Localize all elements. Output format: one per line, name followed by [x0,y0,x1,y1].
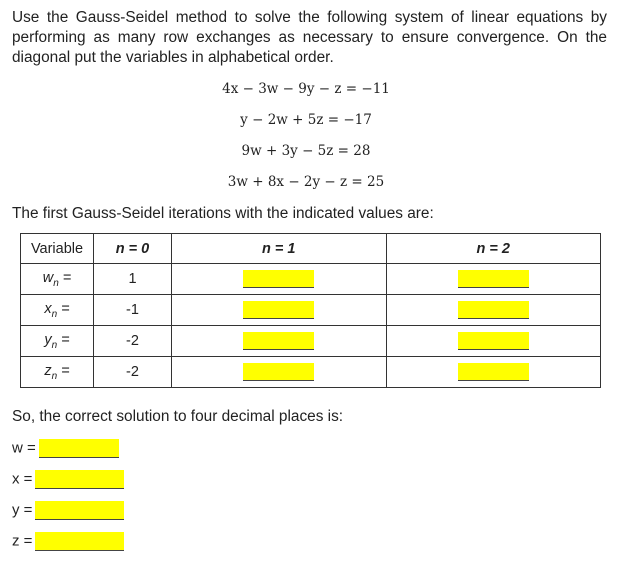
answer-input-z-n1[interactable] [243,363,314,381]
solution-row-z [12,532,124,551]
table-row [21,295,601,326]
solution-input-z[interactable] [35,532,124,551]
cell-w-n0: 1 [94,264,172,295]
header-n2: n = 2 [386,234,601,264]
solution-label-z: z = [12,532,33,550]
cell-w-n1 [172,264,387,295]
header-n0: n = 0 [94,234,172,264]
answer-input-w-n2[interactable] [458,270,529,288]
equation-3: 9w + 3y − 5z = 28 [241,143,371,159]
equation-1: 4x − 3w − 9y − z = −11 [222,81,390,97]
cell-x-n0: -1 [94,295,172,326]
row-label-z [21,357,94,388]
solution-lead: So, the correct solution to four decimal places is: [12,408,344,425]
solution-label-y: y = [12,501,33,519]
table-row [21,357,601,388]
solution-row-x [12,470,124,489]
answer-input-y-n2[interactable] [458,332,529,350]
cell-z-n0: -2 [94,357,172,388]
equation-2: y − 2w + 5z = −17 [240,112,372,128]
var-letter: w [42,269,54,286]
iterations-table [20,233,601,388]
cell-y-n1 [172,326,387,357]
var-letter: y [44,331,52,348]
header-n1: n = 1 [172,234,387,264]
var-subscript: n [51,308,58,320]
solution-row-y [12,501,124,520]
solution-row-w [12,439,119,458]
solution-label-x: x = [12,470,33,488]
cell-w-n2 [386,264,601,295]
solution-label-w: w = [12,439,36,457]
table-row [21,264,601,295]
var-equals: = [57,300,70,317]
solution-input-y[interactable] [35,501,124,520]
equation-4: 3w + 8x − 2y − z = 25 [227,174,385,190]
answer-input-x-n1[interactable] [243,301,314,319]
var-letter: x [44,300,52,317]
cell-z-n1 [172,357,387,388]
iterations-lead: The first Gauss-Seidel iterations with the indicated values are: [12,205,434,222]
answer-input-x-n2[interactable] [458,301,529,319]
row-label-x [21,295,94,326]
answer-input-y-n1[interactable] [243,332,314,350]
answer-input-w-n1[interactable] [243,270,314,288]
var-subscript: n [51,370,58,382]
var-equals: = [58,269,72,286]
cell-y-n0: -2 [94,326,172,357]
solution-input-w[interactable] [39,439,119,458]
var-letter: z [44,362,52,379]
header-variable: Variable [21,234,94,264]
cell-x-n2 [386,295,601,326]
var-subscript: n [53,277,59,289]
table-row [21,326,601,357]
cell-y-n2 [386,326,601,357]
cell-z-n2 [386,357,601,388]
var-equals: = [57,331,70,348]
cell-x-n1 [172,295,387,326]
row-label-y [21,326,94,357]
table-header-row [21,234,601,264]
answer-input-z-n2[interactable] [458,363,529,381]
var-equals: = [57,362,70,379]
problem-statement: Use the Gauss-Seidel method to solve the following system of linear equations by performing as many row exchanges as necessary to ensure convergence. On the diagonal put the variables in alphabetical order. [12,9,607,66]
row-label-w [21,264,94,295]
var-subscript: n [51,339,58,351]
solution-input-x[interactable] [35,470,124,489]
